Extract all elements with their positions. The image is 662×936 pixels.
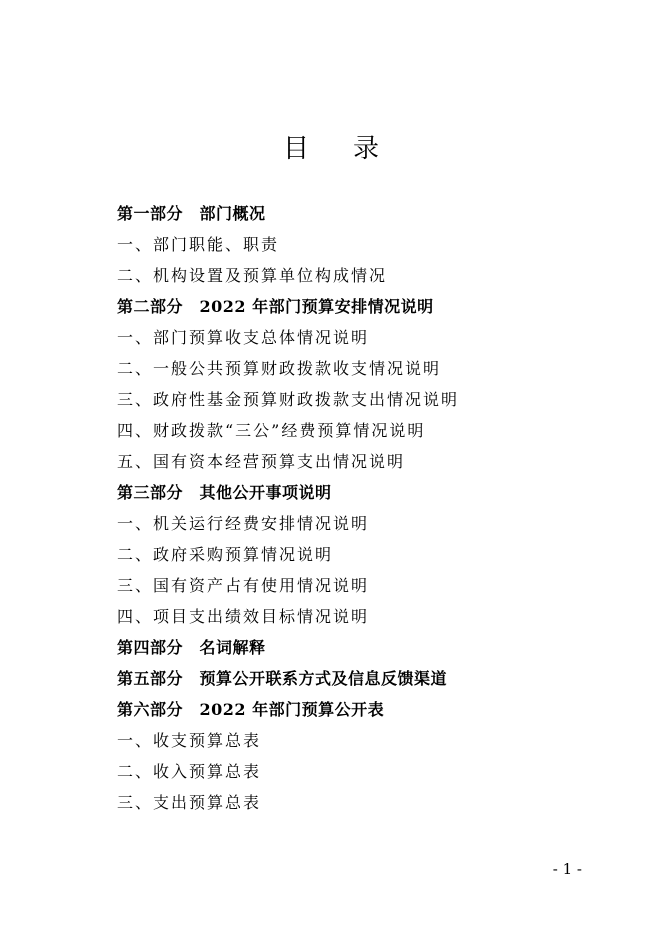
page-title: 目录 [282, 134, 423, 164]
toc-item[interactable]: 二、机构设置及预算单位构成情况 [117, 266, 388, 285]
toc-item[interactable]: 一、部门预算收支总体情况说明 [117, 328, 370, 347]
toc-part-4[interactable]: 第四部分 名词解释 [117, 638, 266, 657]
toc-part-6[interactable]: 第六部分 2022 年部门预算公开表 [117, 700, 385, 719]
toc-part-1[interactable]: 第一部分 部门概况 [117, 204, 266, 223]
toc-item[interactable]: 一、机关运行经费安排情况说明 [117, 514, 370, 533]
toc-item[interactable]: 二、收入预算总表 [117, 762, 262, 781]
toc-item[interactable]: 三、国有资产占有使用情况说明 [117, 576, 370, 595]
page-number: - 1 - [552, 860, 582, 878]
toc-item[interactable]: 四、财政拨款“三公”经费预算情况说明 [117, 421, 426, 440]
toc-item[interactable]: 三、支出预算总表 [117, 793, 262, 812]
toc-item[interactable]: 二、政府采购预算情况说明 [117, 545, 334, 564]
toc-part-5[interactable]: 第五部分 预算公开联系方式及信息反馈渠道 [117, 669, 448, 688]
toc-item[interactable]: 一、部门职能、职责 [117, 235, 280, 254]
toc-item[interactable]: 一、收支预算总表 [117, 731, 262, 750]
toc-part-3[interactable]: 第三部分 其他公开事项说明 [117, 483, 332, 502]
toc-part-2[interactable]: 第二部分 2022 年部门预算安排情况说明 [117, 297, 434, 316]
toc-item[interactable]: 二、一般公共预算财政拨款收支情况说明 [117, 359, 442, 378]
toc-item[interactable]: 三、政府性基金预算财政拨款支出情况说明 [117, 390, 460, 409]
toc-item[interactable]: 四、项目支出绩效目标情况说明 [117, 607, 370, 626]
toc-item[interactable]: 五、国有资本经营预算支出情况说明 [117, 452, 406, 471]
table-of-contents [117, 198, 617, 818]
